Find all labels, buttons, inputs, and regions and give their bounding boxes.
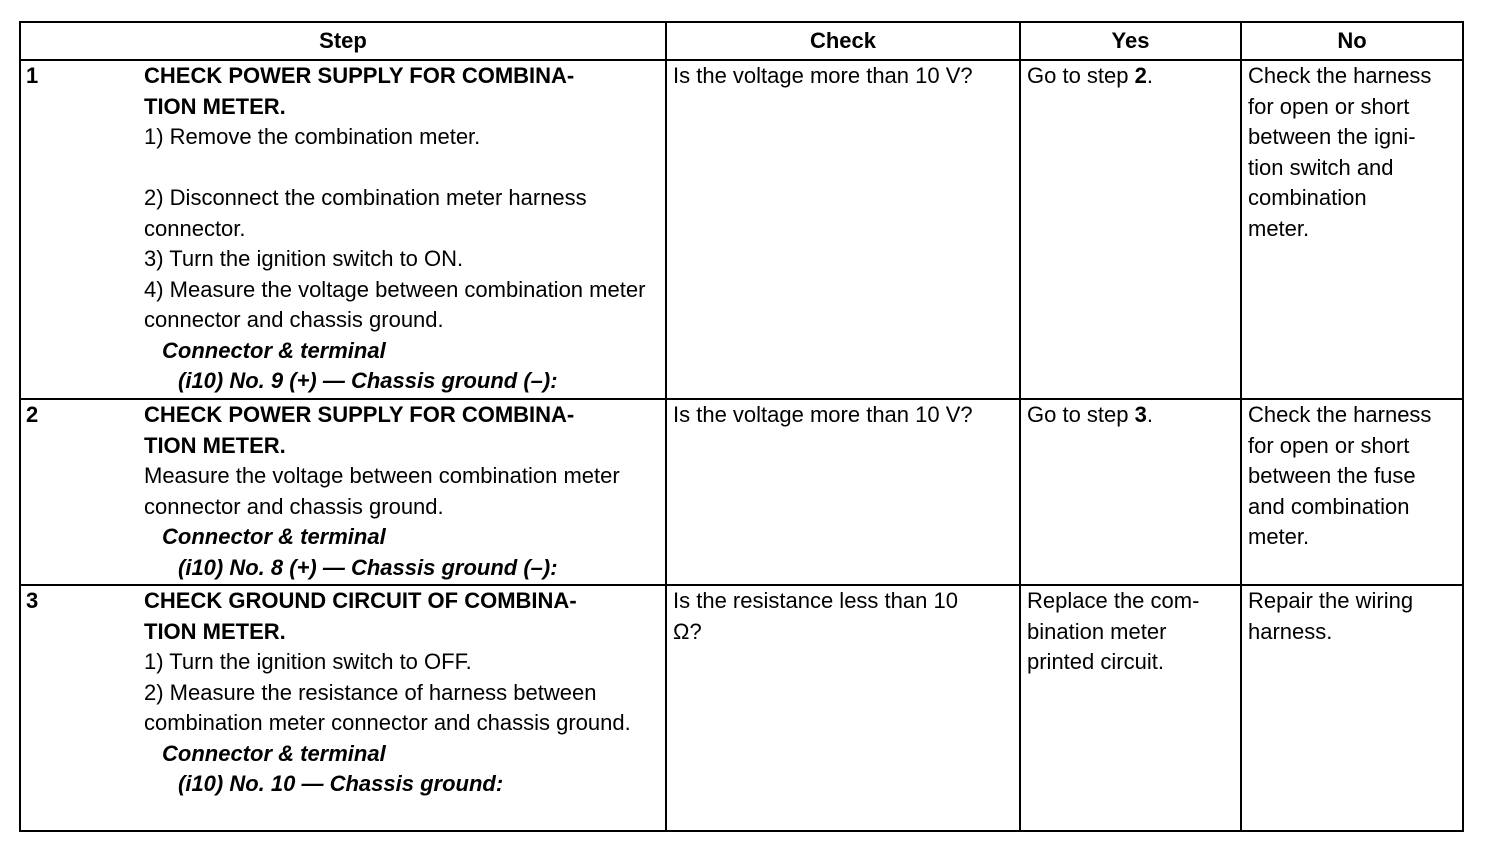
- header-check: Check: [666, 22, 1020, 60]
- table-row: [20, 60, 1463, 399]
- instruction: 3) Turn the ignition switch to ON.: [144, 246, 464, 271]
- header-row: [20, 22, 1463, 60]
- instruction: 1) Turn the ignition switch to OFF.: [144, 649, 472, 674]
- no-text: Check the harness for open or short between the igni- tion switch and combination meter.: [1248, 63, 1432, 241]
- connector-value: (i10) No. 8 (+) — Chassis ground (–):: [178, 554, 558, 580]
- header-no: No: [1241, 22, 1463, 60]
- instruction: 2) Measure the resistance of harness between combination meter connector and chassis ground.: [144, 679, 631, 735]
- check-cell: [666, 399, 1020, 585]
- check-text: Is the voltage more than 10 V?: [673, 402, 973, 427]
- diagnostic-table: [19, 21, 1464, 832]
- step-title: CHECK POWER SUPPLY FOR COMBINA- TION METER.: [144, 402, 575, 458]
- connector-label: Connector & terminal: [162, 524, 386, 549]
- step-number: 2: [26, 402, 39, 427]
- table-row: [20, 585, 1463, 831]
- step-title: CHECK POWER SUPPLY FOR COMBINA- TION METER.: [144, 63, 575, 119]
- connector-value: (i10) No. 10 — Chassis ground:: [178, 771, 504, 796]
- step-cell: [20, 399, 666, 585]
- table-row: [20, 399, 1463, 585]
- yes-cell: [1020, 585, 1241, 831]
- step-reference: 2: [1134, 63, 1147, 88]
- instruction: 1) Remove the combination meter.: [144, 124, 481, 149]
- yes-text: Go to step 2.: [1027, 63, 1153, 88]
- connector-label: Connector & terminal: [162, 740, 386, 766]
- step-title: CHECK GROUND CIRCUIT OF COMBINA- TION METER.: [144, 588, 577, 644]
- yes-text: Replace the com- bination meter printed circuit.: [1027, 588, 1200, 674]
- step-cell: [20, 585, 666, 831]
- header-yes: Yes: [1020, 22, 1241, 60]
- no-text: Check the harness for open or short between the fuse and combination meter.: [1248, 402, 1432, 549]
- check-text: Is the resistance less than 10 Ω?: [673, 588, 958, 644]
- step-number: 1: [26, 63, 39, 88]
- step-number: 3: [26, 588, 39, 613]
- check-text: Is the voltage more than 10 V?: [673, 63, 973, 88]
- no-text: Repair the wiring harness.: [1248, 588, 1414, 644]
- connector-value: (i10) No. 9 (+) — Chassis ground (–):: [178, 368, 558, 393]
- yes-cell: [1020, 60, 1241, 399]
- instruction: Measure the voltage between combination meter connector and chassis ground.: [144, 463, 620, 519]
- yes-cell: [1020, 399, 1241, 585]
- instruction: 4) Measure the voltage between combination meter connector and chassis ground.: [144, 276, 646, 332]
- yes-text: Go to step 3.: [1027, 402, 1153, 427]
- step-cell: [20, 60, 666, 399]
- step-reference: 3: [1134, 402, 1147, 427]
- no-cell: [1241, 399, 1463, 585]
- instruction: 2) Disconnect the combination meter harness connector.: [144, 185, 587, 241]
- no-cell: [1241, 60, 1463, 399]
- connector-label: Connector & terminal: [162, 337, 386, 363]
- header-step: Step: [20, 22, 666, 60]
- no-cell: [1241, 585, 1463, 831]
- check-cell: [666, 60, 1020, 399]
- check-cell: [666, 585, 1020, 831]
